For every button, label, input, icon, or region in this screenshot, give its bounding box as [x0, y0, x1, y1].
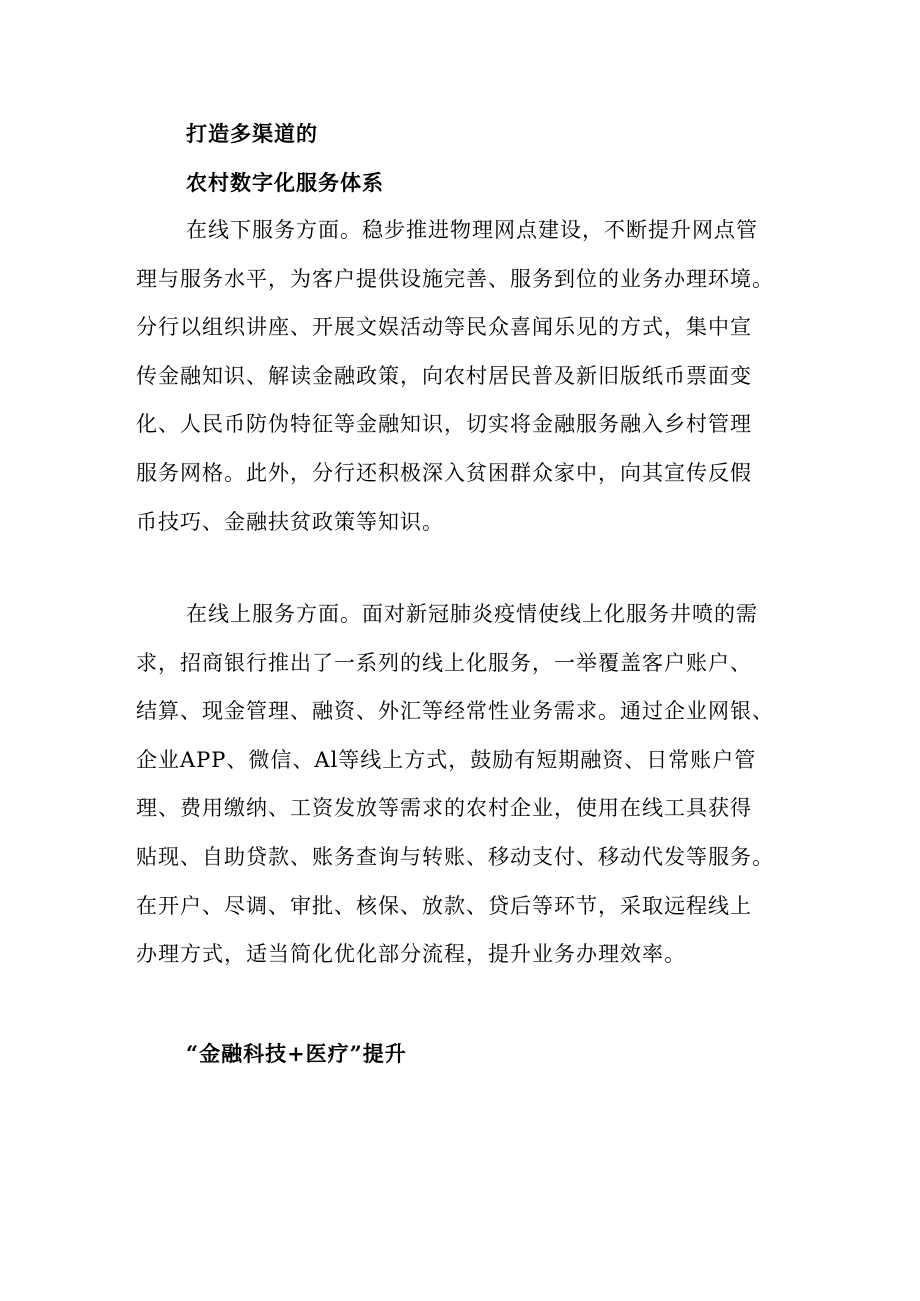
- offline-services-paragraph: [136, 206, 790, 546]
- online-services-paragraph: [136, 590, 790, 979]
- paragraph-line: 求，招商银行推出了一系列的线上化服务，一举覆盖客户账户、: [136, 650, 752, 675]
- paragraph-line: 办理方式，适当简化优化部分流程，提升业务办理效率。: [136, 942, 686, 967]
- paragraph-line: 化、人民币防伪特征等金融知识，切实将金融服务融入乡村管理: [136, 412, 752, 437]
- section-heading-line-1: 打造多渠道的: [186, 121, 318, 146]
- paragraph-line: 贴现、自助贷款、账务查询与转账、移动支付、移动代发等服务。: [136, 844, 774, 869]
- paragraph-line: 在线下服务方面。稳步推进物理网点建设，不断提升网点管: [186, 218, 758, 242]
- paragraph-line: 理、费用缴纳、工资发放等需求的农村企业，使用在线工具获得: [136, 796, 752, 821]
- paragraph-line: 企业APP、微信、Al等线上方式，鼓励有短期融资、日常账户管: [136, 747, 757, 772]
- paragraph-line: 服务网格。此外，分行还积极深入贫困群众家中，向其宣传反假: [136, 460, 752, 485]
- paragraph-line: 在线上服务方面。面对新冠肺炎疫情使线上化服务井喷的需: [186, 602, 758, 626]
- section-heading-line-2: 农村数字化服务体系: [186, 170, 384, 195]
- section-heading-fintech-medical: “金融科技+医疗”提升: [186, 1041, 407, 1066]
- paragraph-line: 结算、现金管理、融资、外汇等经常性业务需求。通过企业网银、: [136, 699, 774, 724]
- paragraph-line: 币技巧、金融扶贫政策等知识。: [136, 509, 444, 534]
- paragraph-line: 在开户、尽调、审批、核保、放款、贷后等环节，采取远程线上: [136, 893, 752, 918]
- paragraph-line: 传金融知识、解读金融政策，向农村居民普及新旧版纸币票面变: [136, 363, 752, 388]
- paragraph-line: 理与服务水平，为客户提供设施完善、服务到位的业务办理环境。: [136, 266, 774, 291]
- paragraph-line: 分行以组织讲座、开展文娱活动等民众喜闻乐见的方式，集中宣: [136, 315, 752, 340]
